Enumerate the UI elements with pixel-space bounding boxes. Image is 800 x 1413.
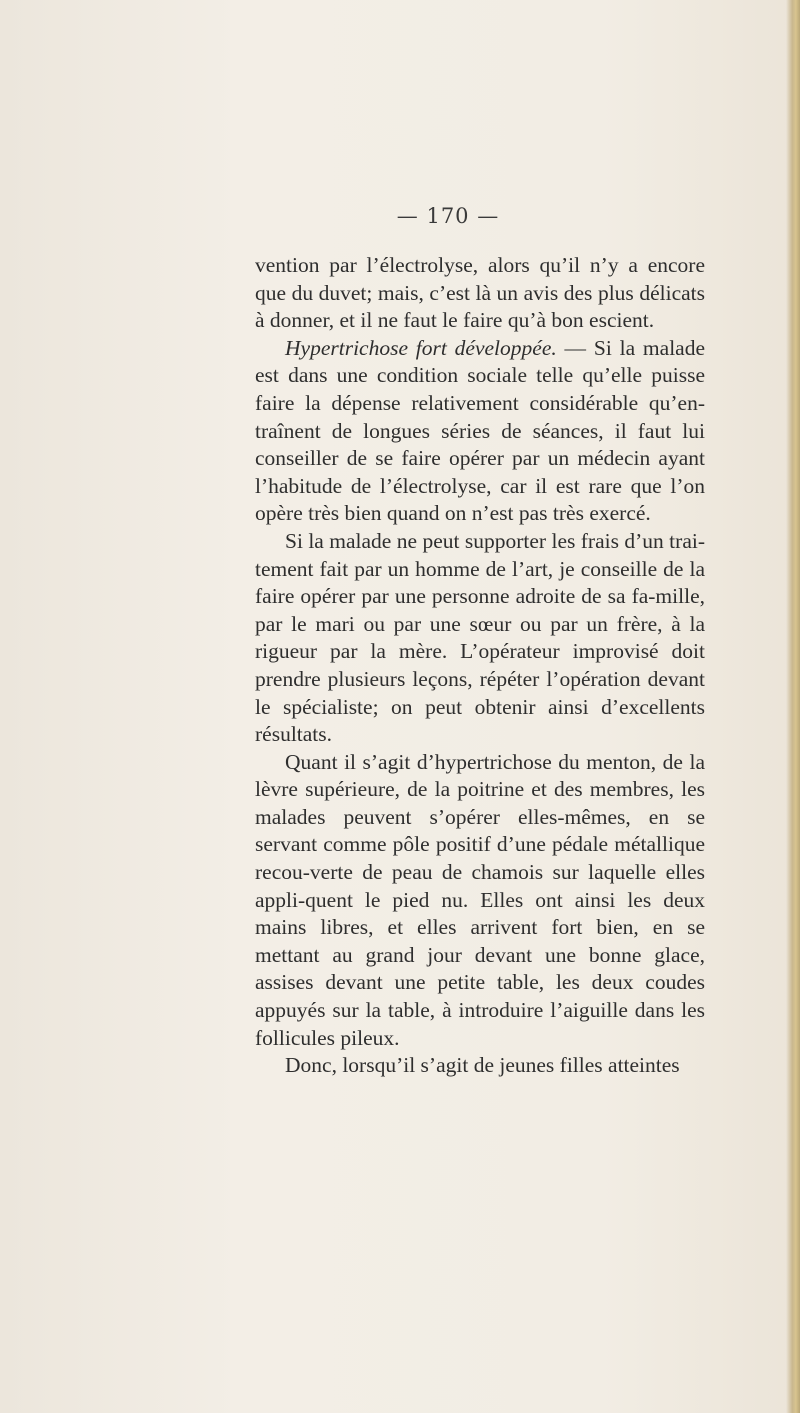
paragraph-2-italic-heading: Hypertrichose fort développée. [285,335,557,360]
paragraph-4 [255,749,705,1053]
paragraph-3 [255,528,705,749]
paragraph-3-text: Si la malade ne peut supporter les frais d’un trai-tement fait par un homme de l’art, je conseille de la faire opérer par une personne adroite de sa fa-mille, par le mari ou par une sœur ou par un frère, à la rigueur par la mère. L’opérateur improvisé doit prendre plusieurs leçons, répéter l’opération devant le spécialiste; on peut obtenir ainsi d’excellents résultats. [255,528,705,747]
page-body-text [255,252,705,1080]
paragraph-2 [255,335,705,528]
paragraph-1 [255,252,705,335]
paragraph-2-text: — Si la malade est dans une condition sociale telle qu’elle puisse faire la dépense relativement considérable qu’en-traînent de longues séries de séances, il faut lui conseiller de se faire opérer par un médecin ayant l’habitude de l’électrolyse, car il est rare que l’on opère très bien quand on n’est pas très exercé. [255,335,706,526]
paragraph-1-text: vention par l’électrolyse, alors qu’il n’y a encore que du duvet; mais, c’est là un avis des plus délicats à donner, et il ne faut le faire qu’à bon escient. [255,253,705,333]
paragraph-4-text: Quant il s’agit d’hypertrichose du menton, de la lèvre supérieure, de la poitrine et des membres, les malades peuvent s’opérer elles-mêmes, en se servant comme pôle positif d’une pédale métallique recou-verte de peau de chamois sur laquelle elles appli-quent le pied nu. Elles ont ainsi les deux mains libres, et elles arrivent fort bien, en se mettant au grand jour devant une bonne glace, assises devant une petite table, les deux coudes appuyés sur la table, à introduire l’aiguille dans les follicules pileux. [255,749,705,1050]
page-number: — 170 — [396,204,500,228]
paragraph-5-text: Donc, lorsqu’il s’agit de jeunes filles atteintes [285,1053,680,1078]
paragraph-5 [255,1052,705,1080]
